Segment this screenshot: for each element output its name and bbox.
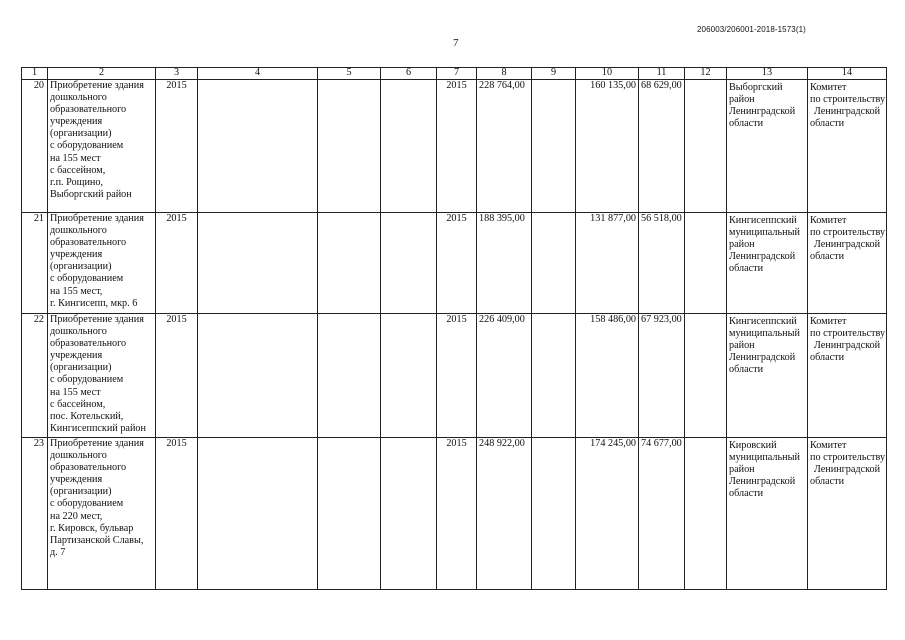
regional-funds-cell: 56 518,00: [639, 213, 685, 314]
col-12-cell: [685, 213, 727, 314]
total-cost-cell: 248 922,00: [477, 438, 532, 590]
responsible-body-line: Комитет: [810, 440, 847, 451]
object-name-line: г. Кингисепп, мкр. 6: [50, 297, 138, 309]
object-name-line: с оборудованием: [50, 374, 124, 386]
object-name-line: Приобретение здания: [50, 438, 144, 449]
object-name-line: образовательного: [50, 462, 127, 474]
column-header-14: 14: [808, 68, 887, 80]
responsible-body-line: области: [810, 476, 845, 488]
table-row: [22, 80, 887, 213]
object-name-line: пос. Котельский,: [50, 410, 124, 422]
year-start-cell: 2015: [156, 80, 198, 213]
year-end-cell: 2015: [437, 438, 477, 590]
municipality-line: муниципальный: [729, 227, 800, 239]
federal-funds-cell: 174 245,00: [576, 438, 639, 590]
object-name-line: с бассейном,: [50, 164, 106, 176]
col-5-cell: [318, 213, 381, 314]
column-header-4: 4: [198, 68, 318, 80]
table-row: [22, 438, 887, 590]
responsible-body-line: по строительству: [810, 452, 886, 464]
col-5-cell: [318, 314, 381, 438]
object-name-cell: [48, 213, 156, 314]
page-number: 7: [453, 37, 459, 49]
col-5-cell: [318, 438, 381, 590]
responsible-body-line: Ленинградской: [813, 239, 881, 251]
object-name-line: (организации): [50, 486, 112, 498]
object-name-line: дошкольного: [50, 326, 107, 338]
municipality-line: Выборгский: [729, 82, 783, 93]
responsible-body-cell: [808, 213, 887, 314]
column-header-2: 2: [48, 68, 156, 80]
object-name-line: (организации): [50, 362, 112, 374]
column-header-9: 9: [532, 68, 576, 80]
responsible-body-cell: [808, 438, 887, 590]
federal-funds-cell: 158 486,00: [576, 314, 639, 438]
responsible-body-cell: [808, 80, 887, 213]
municipality-line: Ленинградской: [729, 476, 796, 488]
col-12-cell: [685, 80, 727, 213]
object-name-line: г.п. Рощино,: [50, 176, 104, 188]
object-name-line: учреждения: [50, 474, 103, 486]
municipality-line: район: [729, 239, 755, 251]
municipality-line: области: [729, 118, 764, 130]
responsible-body-line: области: [810, 251, 845, 263]
total-cost-cell: 226 409,00: [477, 314, 532, 438]
responsible-body-line: Ленинградской: [813, 106, 881, 118]
object-name-line: (организации): [50, 128, 112, 140]
object-name-line: Приобретение здания: [50, 80, 144, 91]
municipality-cell: [727, 314, 808, 438]
responsible-body-line: Ленинградской: [813, 464, 881, 476]
column-header-row: [22, 68, 887, 80]
col-4-cell: [198, 213, 318, 314]
object-name-line: на 155 мест: [50, 386, 101, 398]
total-cost-cell: 228 764,00: [477, 80, 532, 213]
column-header-13: 13: [727, 68, 808, 80]
object-name-line: с оборудованием: [50, 273, 124, 285]
object-name-line: дошкольного: [50, 225, 107, 237]
municipality-line: Ленинградской: [729, 106, 796, 118]
col-6-cell: [381, 80, 437, 213]
municipality-line: Кингисеппский: [729, 316, 797, 327]
object-name-line: образовательного: [50, 237, 127, 249]
register-table: [21, 67, 887, 590]
col-6-cell: [381, 314, 437, 438]
object-name-cell: [48, 314, 156, 438]
year-end-cell: 2015: [437, 213, 477, 314]
responsible-body-line: области: [810, 352, 845, 364]
object-name-line: на 155 мест,: [50, 285, 103, 297]
object-name-line: д. 7: [50, 546, 66, 558]
municipality-line: муниципальный: [729, 452, 800, 464]
object-name-line: учреждения: [50, 249, 103, 261]
object-name-line: (организации): [50, 261, 112, 273]
responsible-body-line: по строительству: [810, 94, 886, 106]
municipality-line: области: [729, 263, 764, 275]
municipality-cell: [727, 438, 808, 590]
column-header-7: 7: [437, 68, 477, 80]
object-name-line: учреждения: [50, 116, 103, 128]
regional-funds-cell: 68 629,00: [639, 80, 685, 213]
object-name-line: учреждения: [50, 350, 103, 362]
object-name-line: с бассейном,: [50, 398, 106, 410]
object-name-line: образовательного: [50, 104, 127, 116]
row-number-cell: 21: [22, 213, 48, 314]
responsible-body-line: области: [810, 118, 845, 130]
col-12-cell: [685, 438, 727, 590]
object-name-line: дошкольного: [50, 450, 107, 462]
federal-funds-cell: 131 877,00: [576, 213, 639, 314]
municipality-line: район: [729, 464, 755, 476]
municipality-line: Ленинградской: [729, 352, 796, 364]
column-header-6: 6: [381, 68, 437, 80]
row-number-cell: 23: [22, 438, 48, 590]
column-header-12: 12: [685, 68, 727, 80]
column-header-1: 1: [22, 68, 48, 80]
responsible-body-cell: [808, 314, 887, 438]
municipality-line: район: [729, 340, 755, 352]
object-name-line: Выборгский район: [50, 188, 132, 200]
federal-funds-cell: 160 135,00: [576, 80, 639, 213]
object-name-line: Партизанской Славы,: [50, 534, 144, 546]
municipality-line: Кировский: [729, 440, 777, 451]
object-name-line: Приобретение здания: [50, 314, 144, 325]
municipality-line: области: [729, 364, 764, 376]
column-header-3: 3: [156, 68, 198, 80]
document-id: 206003/206001-2018-1573(1): [697, 25, 806, 34]
col-12-cell: [685, 314, 727, 438]
col-9-cell: [532, 314, 576, 438]
responsible-body-line: по строительству: [810, 328, 886, 340]
object-name-line: на 220 мест,: [50, 510, 103, 522]
object-name-line: с оборудованием: [50, 140, 124, 152]
col-4-cell: [198, 80, 318, 213]
col-4-cell: [198, 438, 318, 590]
municipality-cell: [727, 213, 808, 314]
year-start-cell: 2015: [156, 213, 198, 314]
municipality-line: Ленинградской: [729, 251, 796, 263]
responsible-body-line: Комитет: [810, 215, 847, 226]
row-number-cell: 20: [22, 80, 48, 213]
total-cost-cell: 188 395,00: [477, 213, 532, 314]
year-start-cell: 2015: [156, 438, 198, 590]
col-4-cell: [198, 314, 318, 438]
object-name-line: Приобретение здания: [50, 213, 144, 224]
year-end-cell: 2015: [437, 80, 477, 213]
column-header-10: 10: [576, 68, 639, 80]
column-header-8: 8: [477, 68, 532, 80]
col-9-cell: [532, 80, 576, 213]
col-9-cell: [532, 438, 576, 590]
object-name-line: г. Кировск, бульвар: [50, 522, 134, 534]
object-name-cell: [48, 438, 156, 590]
column-header-11: 11: [639, 68, 685, 80]
table-row: [22, 213, 887, 314]
object-name-line: дошкольного: [50, 92, 107, 104]
municipality-line: муниципальный: [729, 328, 800, 340]
object-name-line: Кингисеппский район: [50, 422, 146, 434]
responsible-body-line: по строительству: [810, 227, 886, 239]
table-row: [22, 314, 887, 438]
regional-funds-cell: 67 923,00: [639, 314, 685, 438]
municipality-line: район: [729, 94, 755, 106]
object-name-line: с оборудованием: [50, 498, 124, 510]
responsible-body-line: Комитет: [810, 316, 847, 327]
year-start-cell: 2015: [156, 314, 198, 438]
municipality-cell: [727, 80, 808, 213]
row-number-cell: 22: [22, 314, 48, 438]
municipality-line: области: [729, 488, 764, 500]
object-name-cell: [48, 80, 156, 213]
col-9-cell: [532, 213, 576, 314]
object-name-line: на 155 мест: [50, 152, 101, 164]
municipality-line: Кингисеппский: [729, 215, 797, 226]
regional-funds-cell: 74 677,00: [639, 438, 685, 590]
col-5-cell: [318, 80, 381, 213]
object-name-line: образовательного: [50, 338, 127, 350]
col-6-cell: [381, 213, 437, 314]
responsible-body-line: Комитет: [810, 82, 847, 93]
year-end-cell: 2015: [437, 314, 477, 438]
column-header-5: 5: [318, 68, 381, 80]
col-6-cell: [381, 438, 437, 590]
responsible-body-line: Ленинградской: [813, 340, 881, 352]
